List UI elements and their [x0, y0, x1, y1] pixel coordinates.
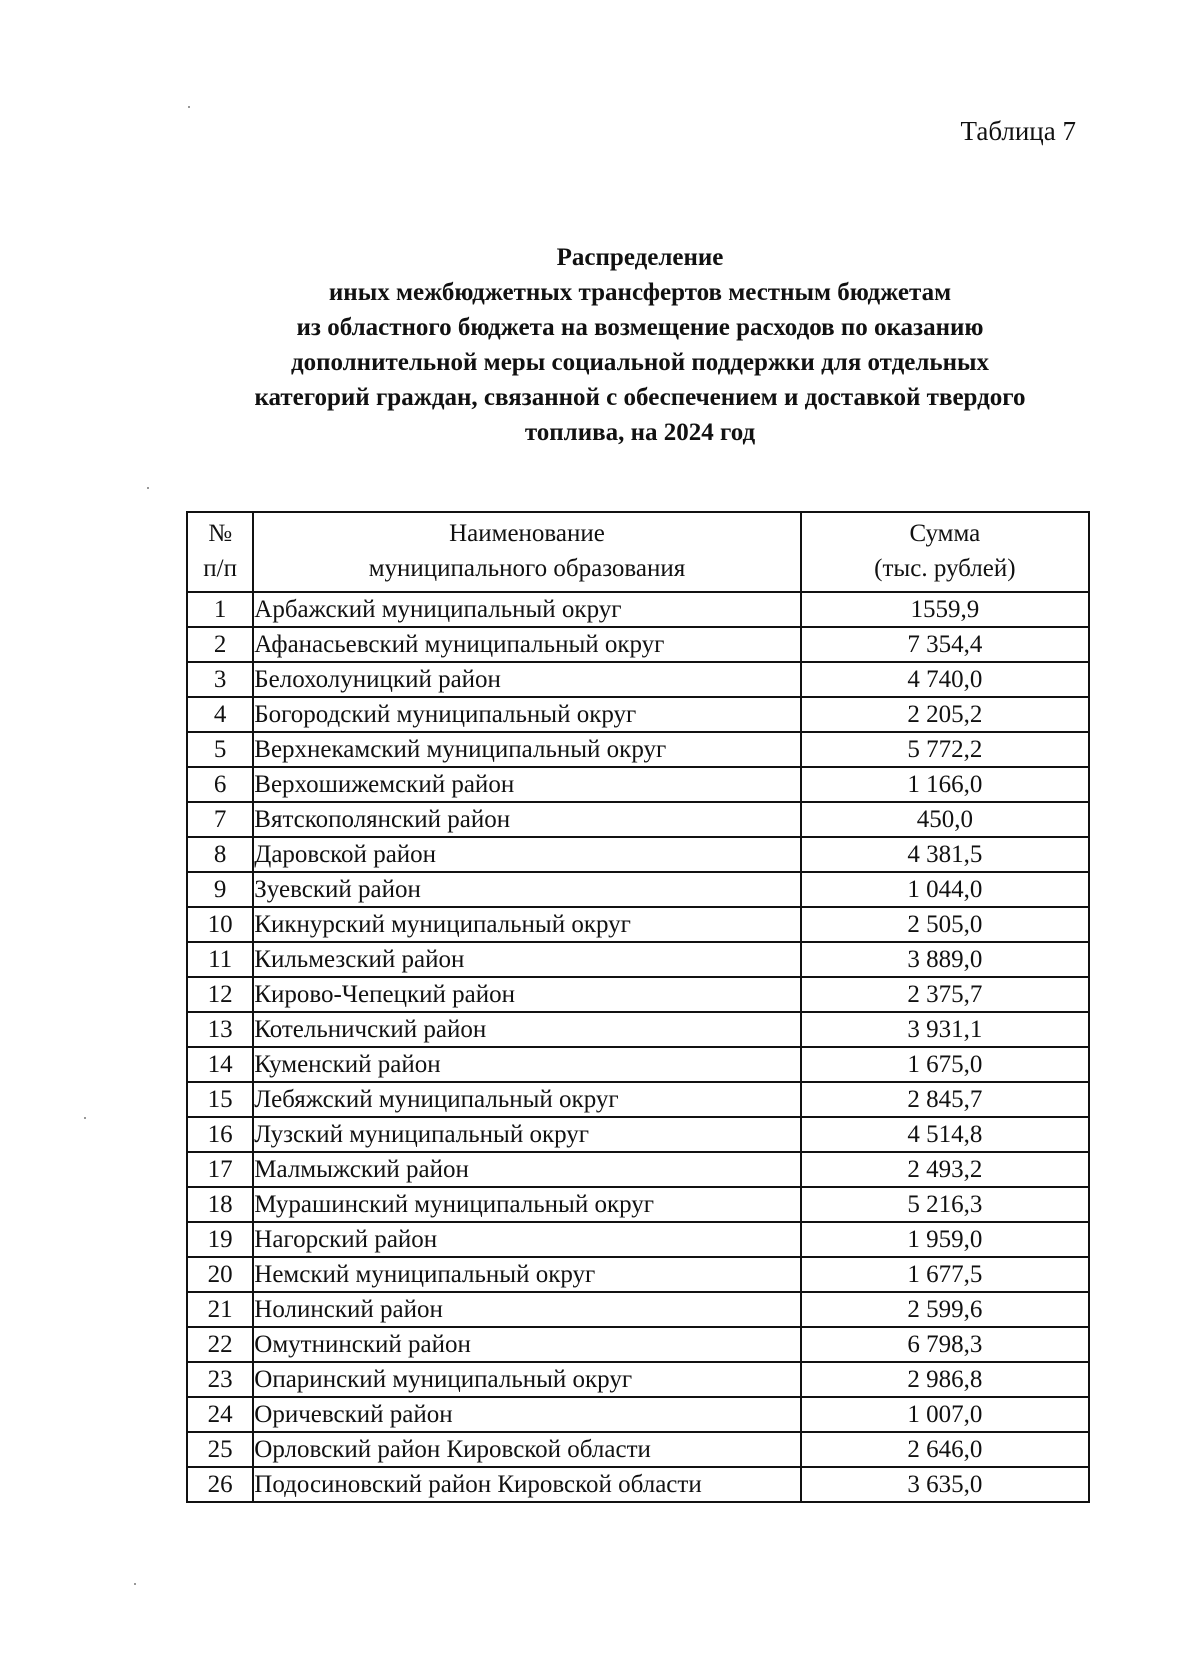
amount: 2 205,2 [801, 697, 1089, 732]
amount: 6 798,3 [801, 1327, 1089, 1362]
amount: 7 354,4 [801, 627, 1089, 662]
amount: 3 931,1 [801, 1012, 1089, 1047]
table-row [187, 802, 1089, 837]
amount: 3 635,0 [801, 1467, 1089, 1502]
municipality-name: Вятскополянский район [253, 802, 800, 837]
table-row [187, 907, 1089, 942]
row-number: 3 [187, 662, 253, 697]
header-sum-line: (тыс. рублей) [874, 555, 1016, 582]
title-line: из областного бюджета на возмещение расходов по оказанию [296, 314, 984, 341]
amount: 1 675,0 [801, 1047, 1089, 1082]
table-row [187, 1012, 1089, 1047]
row-number: 4 [187, 697, 253, 732]
table-row [187, 872, 1089, 907]
scan-speck [188, 106, 190, 108]
amount: 2 646,0 [801, 1432, 1089, 1467]
municipality-name: Лузский муниципальный округ [253, 1117, 800, 1152]
scan-speck [147, 487, 149, 489]
amount: 3 889,0 [801, 942, 1089, 977]
table-row [187, 627, 1089, 662]
scan-speck [84, 1117, 86, 1119]
table-row [187, 1117, 1089, 1152]
row-number: 1 [187, 592, 253, 627]
document-title [150, 240, 1130, 450]
municipality-name: Омутнинский район [253, 1327, 800, 1362]
amount: 1 959,0 [801, 1222, 1089, 1257]
municipality-name: Даровской район [253, 837, 800, 872]
table-row [187, 942, 1089, 977]
table-row [187, 732, 1089, 767]
row-number: 10 [187, 907, 253, 942]
table-row [187, 1467, 1089, 1502]
title-line: Распределение [556, 244, 724, 271]
row-number: 8 [187, 837, 253, 872]
amount: 1 677,5 [801, 1257, 1089, 1292]
row-number: 21 [187, 1292, 253, 1327]
municipality-name: Кирово-Чепецкий район [253, 977, 800, 1012]
table-row [187, 977, 1089, 1012]
row-number: 22 [187, 1327, 253, 1362]
header-municipality-line: муниципального образования [368, 555, 686, 582]
amount: 4 740,0 [801, 662, 1089, 697]
header-sum-line: Сумма [909, 520, 981, 547]
municipality-name: Кильмезский район [253, 942, 800, 977]
amount: 4 381,5 [801, 837, 1089, 872]
row-number: 13 [187, 1012, 253, 1047]
scan-speck [134, 1583, 136, 1585]
municipality-name: Подосиновский район Кировской области [253, 1467, 800, 1502]
municipality-name: Зуевский район [253, 872, 800, 907]
municipality-name: Кикнурский муниципальный округ [253, 907, 800, 942]
municipality-name: Афанасьевский муниципальный округ [253, 627, 800, 662]
table-row [187, 1187, 1089, 1222]
row-number: 25 [187, 1432, 253, 1467]
municipality-name: Верхнекамский муниципальный округ [253, 732, 800, 767]
title-line: иных межбюджетных трансфертов местным бюджетам [328, 279, 952, 306]
row-number: 19 [187, 1222, 253, 1257]
municipality-name: Малмыжский район [253, 1152, 800, 1187]
allocation-table [186, 511, 1090, 1503]
row-number: 16 [187, 1117, 253, 1152]
header-number-line: № [208, 520, 233, 547]
amount: 4 514,8 [801, 1117, 1089, 1152]
municipality-name: Орловский район Кировской области [253, 1432, 800, 1467]
table-row [187, 1397, 1089, 1432]
row-number: 11 [187, 942, 253, 977]
amount: 450,0 [801, 802, 1089, 837]
amount: 1 166,0 [801, 767, 1089, 802]
row-number: 5 [187, 732, 253, 767]
row-number: 14 [187, 1047, 253, 1082]
row-number: 18 [187, 1187, 253, 1222]
municipality-name: Куменский район [253, 1047, 800, 1082]
amount: 2 505,0 [801, 907, 1089, 942]
municipality-name: Котельничский район [253, 1012, 800, 1047]
row-number: 26 [187, 1467, 253, 1502]
municipality-name: Верхошижемский район [253, 767, 800, 802]
municipality-name: Нагорский район [253, 1222, 800, 1257]
amount: 1 044,0 [801, 872, 1089, 907]
municipality-name: Немский муниципальный округ [253, 1257, 800, 1292]
amount: 2 375,7 [801, 977, 1089, 1012]
table-row [187, 837, 1089, 872]
municipality-name: Белохолуницкий район [253, 662, 800, 697]
municipality-name: Нолинский район [253, 1292, 800, 1327]
amount: 5 772,2 [801, 732, 1089, 767]
table-row [187, 1362, 1089, 1397]
table-row [187, 1047, 1089, 1082]
table-row [187, 1152, 1089, 1187]
table-header-row [187, 512, 1089, 592]
table-row [187, 662, 1089, 697]
municipality-name: Мурашинский муниципальный округ [253, 1187, 800, 1222]
table-body [187, 592, 1089, 1502]
title-line: категорий граждан, связанной с обеспечением и доставкой твердого [254, 384, 1026, 411]
amount: 5 216,3 [801, 1187, 1089, 1222]
table-row [187, 767, 1089, 802]
header-number-line: п/п [203, 555, 237, 582]
municipality-name: Опаринский муниципальный округ [253, 1362, 800, 1397]
table-row [187, 1222, 1089, 1257]
table-row [187, 1327, 1089, 1362]
municipality-name: Оричевский район [253, 1397, 800, 1432]
table-row [187, 592, 1089, 627]
title-line: дополнительной меры социальной поддержки для отдельных [290, 349, 990, 376]
amount: 1 007,0 [801, 1397, 1089, 1432]
table-row [187, 697, 1089, 732]
row-number: 12 [187, 977, 253, 1012]
municipality-name: Арбажский муниципальный округ [253, 592, 800, 627]
row-number: 6 [187, 767, 253, 802]
header-sum [801, 512, 1089, 592]
table-row [187, 1432, 1089, 1467]
row-number: 9 [187, 872, 253, 907]
row-number: 24 [187, 1397, 253, 1432]
municipality-name: Богородский муниципальный округ [253, 697, 800, 732]
row-number: 15 [187, 1082, 253, 1117]
row-number: 20 [187, 1257, 253, 1292]
amount: 2 986,8 [801, 1362, 1089, 1397]
header-municipality [253, 512, 800, 592]
amount: 2 599,6 [801, 1292, 1089, 1327]
row-number: 17 [187, 1152, 253, 1187]
header-municipality-line: Наименование [449, 520, 605, 547]
row-number: 7 [187, 802, 253, 837]
municipality-name: Лебяжский муниципальный округ [253, 1082, 800, 1117]
row-number: 23 [187, 1362, 253, 1397]
amount: 2 493,2 [801, 1152, 1089, 1187]
table-row [187, 1082, 1089, 1117]
row-number: 2 [187, 627, 253, 662]
table-row [187, 1257, 1089, 1292]
table-number-label: Таблица 7 [960, 116, 1076, 146]
header-number [187, 512, 253, 592]
table-row [187, 1292, 1089, 1327]
title-line: топлива, на 2024 год [524, 419, 756, 446]
amount: 2 845,7 [801, 1082, 1089, 1117]
amount: 1559,9 [801, 592, 1089, 627]
